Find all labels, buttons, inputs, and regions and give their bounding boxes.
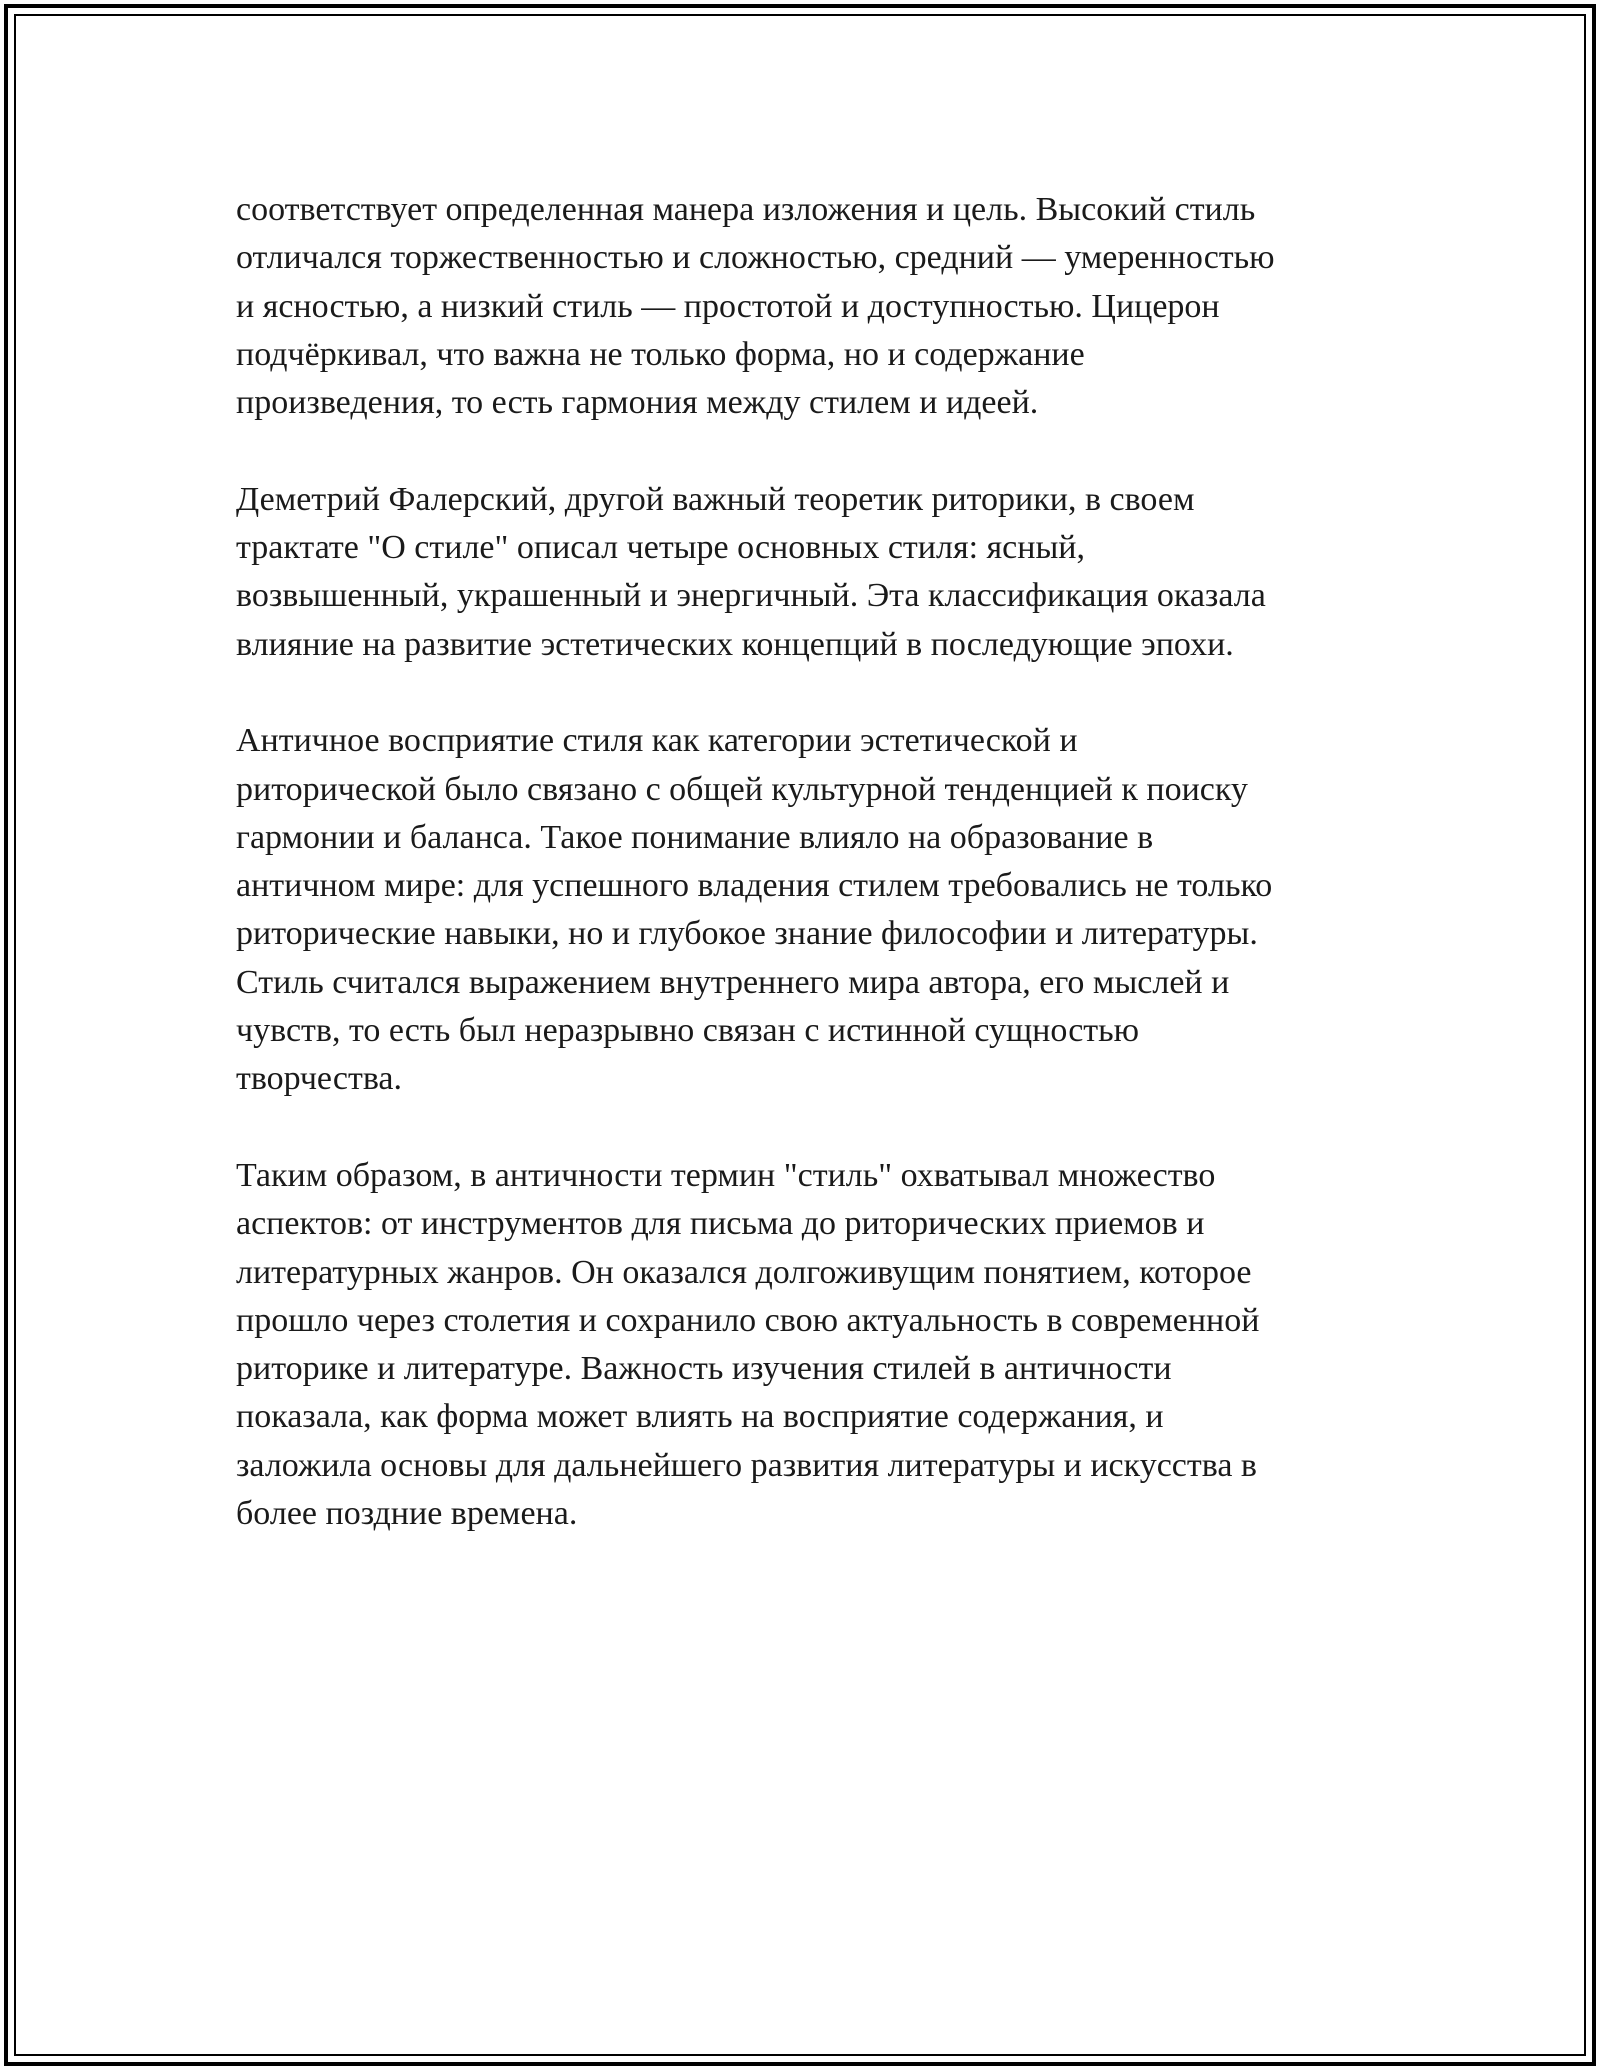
text-line: чувств, то есть был неразрывно связан с истинной сущностью [236,1012,1140,1050]
text-line: влияние на развитие эстетических концепций в последующие эпохи. [236,625,1234,663]
text-line: произведения, то есть гармония между стилем и идеей. [236,384,1039,422]
paragraph-1 [236,186,1376,427]
text-line: Стиль считался выражением внутреннего мира автора, его мыслей и [236,963,1230,1001]
text-line: гармонии и баланса. Такое понимание влияло на образование в [236,818,1154,856]
text-line: трактате "О стиле" описал четыре основных стиля: ясный, [236,529,1086,567]
text-line: творчества. [236,1060,403,1098]
text-line: заложила основы для дальнейшего развития литературы и искусства в [236,1446,1257,1484]
paragraph-2 [236,476,1376,669]
text-line: Деметрий Фалерский, другой важный теоретик риторики, в своем [236,480,1195,518]
text-line: показала, как форма может влиять на восприятие содержания, и [236,1398,1164,1436]
text-line: и ясностью, а низкий стиль — простотой и доступностью. Цицерон [236,287,1220,325]
text-line: Античное восприятие стиля как категории эстетической и [236,722,1078,760]
text-line: Таким образом, в античности термин "стиль" охватывал множество [236,1156,1216,1194]
text-line: риторике и литературе. Важность изучения стилей в античности [236,1350,1172,1388]
text-line: отличался торжественностью и сложностью, средний — умеренностью [236,239,1275,277]
text-line: литературных жанров. Он оказался долгоживущим понятием, которое [236,1253,1252,1291]
text-line: аспектов: от инструментов для письма до риторических приемов и [236,1205,1205,1243]
text-line: риторические навыки, но и глубокое знание философии и литературы. [236,915,1258,953]
document-body [236,186,1376,1587]
text-line: подчёркивал, что важна не только форма, но и содержание [236,335,1085,373]
text-line: более поздние времена. [236,1495,578,1533]
text-line: античном мире: для успешного владения стилем требовались не только [236,867,1273,905]
paragraph-4 [236,1152,1376,1538]
text-line: прошло через столетия и сохранило свою актуальность в современной [236,1301,1260,1339]
text-line: соответствует определенная манера изложения и цель. Высокий стиль [236,191,1256,228]
paragraph-3 [236,717,1376,1103]
text-line: риторической было связано с общей культурной тенденцией к поиску [236,770,1248,808]
text-line: возвышенный, украшенный и энергичный. Эта классификация оказала [236,577,1266,615]
